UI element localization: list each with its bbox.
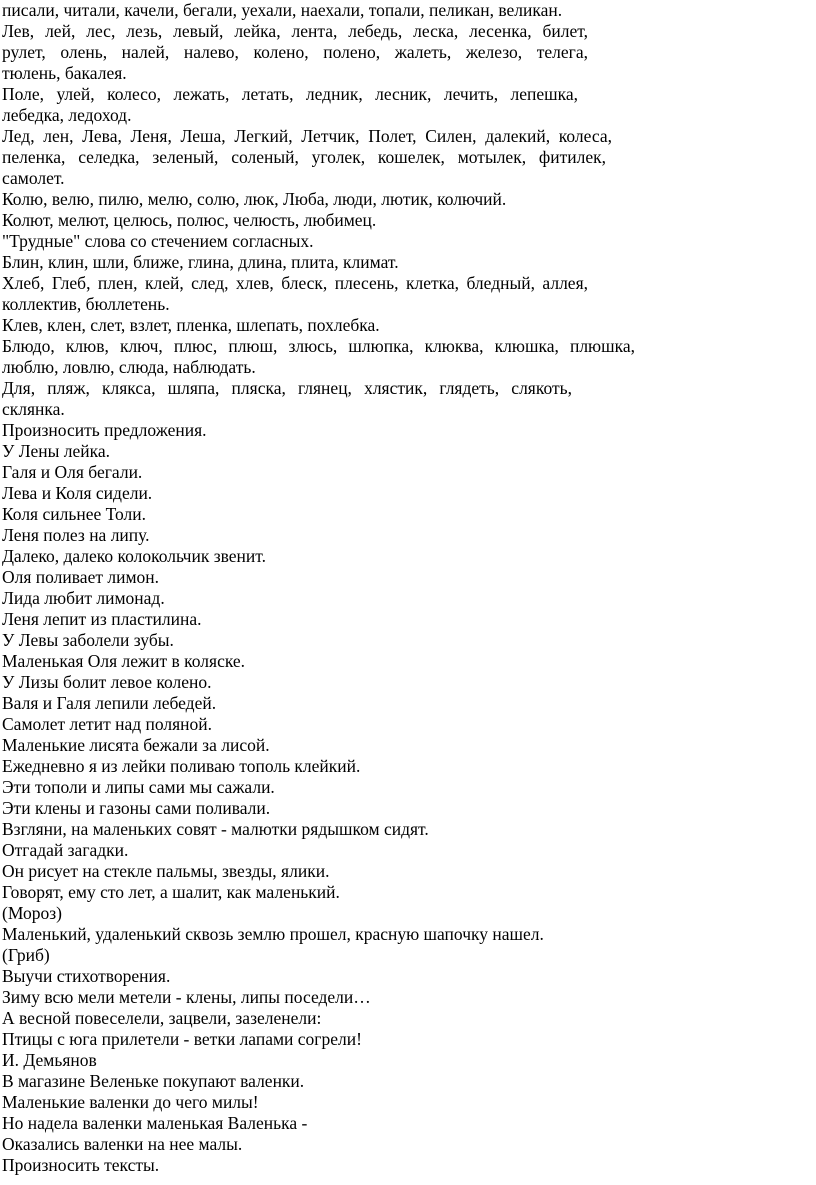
text-line: Маленькие валенки до чего милы! bbox=[2, 1092, 259, 1112]
text-line: Оказались валенки на нее малы. bbox=[2, 1134, 243, 1154]
text-line: Выучи стихотворения. bbox=[2, 966, 171, 986]
text-line: рулет, олень, налей, налево, колено, полено, жалеть, железо, телега, bbox=[2, 42, 588, 62]
text-line: У Лены лейка. bbox=[2, 441, 111, 461]
text-line: писали, читали, качели, бегали, уехали, наехали, топали, пеликан, великан. bbox=[2, 0, 563, 20]
text-line: Хлеб, Глеб, плен, клей, след, хлев, блеск, плесень, клетка, бледный, аллея, bbox=[2, 273, 588, 293]
text-line: Колют, мелют, целюсь, полюс, челюсть, любимец. bbox=[2, 210, 377, 230]
text-line: Отгадай загадки. bbox=[2, 840, 129, 860]
text-line: Но надела валенки маленькая Валенька - bbox=[2, 1113, 308, 1133]
text-line: Для, пляж, клякса, шляпа, пляска, глянец, хлястик, глядеть, слякоть, bbox=[2, 378, 572, 398]
text-line: Колю, велю, пилю, мелю, солю, люк, Люба, люди, лютик, колючий. bbox=[2, 189, 507, 209]
text-line: Птицы с юга прилетели - ветки лапами согрели! bbox=[2, 1029, 362, 1049]
text-line: Лед, лен, Лева, Леня, Леша, Легкий, Летчик, Полет, Силен, далекий, колеса, bbox=[2, 126, 612, 146]
text-line: тюлень, бакалея. bbox=[2, 63, 127, 83]
text-line: В магазине Веленьке покупают валенки. bbox=[2, 1071, 305, 1091]
text-line: Говорят, ему сто лет, а шалит, как маленький. bbox=[2, 882, 340, 902]
text-line: Самолет летит над поляной. bbox=[2, 714, 213, 734]
text-line: склянка. bbox=[2, 399, 65, 419]
text-line: Эти тополи и липы сами мы сажали. bbox=[2, 777, 275, 797]
text-line: Поле, улей, колесо, лежать, летать, ледник, лесник, лечить, лепешка, bbox=[2, 84, 578, 104]
text-line: Маленькие лисята бежали за лисой. bbox=[2, 735, 270, 755]
text-line: Лида любит лимонад. bbox=[2, 588, 165, 608]
text-line: Коля сильнее Толи. bbox=[2, 504, 146, 524]
text-line: Лев, лей, лес, лезь, левый, лейка, лента, лебедь, леска, лесенка, билет, bbox=[2, 21, 588, 41]
text-line: У Левы заболели зубы. bbox=[2, 630, 174, 650]
text-line: самолет. bbox=[2, 168, 65, 188]
text-line: Леня полез на липу. bbox=[2, 525, 150, 545]
text-line: Взгляни, на маленьких совят - малютки рядышком сидят. bbox=[2, 819, 429, 839]
text-line: Он рисует на стекле пальмы, звезды, ялики. bbox=[2, 861, 330, 881]
text-line: коллектив, бюллетень. bbox=[2, 294, 170, 314]
text-line: Ежедневно я из лейки поливаю тополь клейкий. bbox=[2, 756, 361, 776]
text-line: (Гриб) bbox=[2, 945, 50, 965]
text-line: Произносить предложения. bbox=[2, 420, 207, 440]
text-line: люблю, ловлю, слюда, наблюдать. bbox=[2, 357, 256, 377]
text-line: Блюдо, клюв, ключ, плюс, плюш, злюсь, шлюпка, клюква, клюшка, плюшка, bbox=[2, 336, 635, 356]
text-line: Оля поливает лимон. bbox=[2, 567, 160, 587]
text-line: Галя и Оля бегали. bbox=[2, 462, 143, 482]
text-line: Маленькая Оля лежит в коляске. bbox=[2, 651, 246, 671]
text-line: А весной повеселели, зацвели, зазеленели: bbox=[2, 1008, 322, 1028]
text-line: лебедка, ледоход. bbox=[2, 105, 132, 125]
text-line: Произносить тексты. bbox=[2, 1155, 160, 1175]
text-line: пеленка, селедка, зеленый, соленый, уголек, кошелек, мотылек, фитилек, bbox=[2, 147, 606, 167]
text-line: Маленький, удаленький сквозь землю прошел, красную шапочку нашел. bbox=[2, 924, 544, 944]
text-line: Валя и Галя лепили лебедей. bbox=[2, 693, 217, 713]
text-line: "Трудные" слова со стечением согласных. bbox=[2, 231, 314, 251]
text-line: Леня лепит из пластилина. bbox=[2, 609, 202, 629]
text-line: У Лизы болит левое колено. bbox=[2, 672, 212, 692]
text-line: Лева и Коля сидели. bbox=[2, 483, 153, 503]
text-line: Зиму всю мели метели - клены, липы поседели… bbox=[2, 987, 371, 1007]
text-line: Эти клены и газоны сами поливали. bbox=[2, 798, 271, 818]
text-line: (Мороз) bbox=[2, 903, 62, 923]
text-line: Клев, клен, слет, взлет, пленка, шлепать, похлебка. bbox=[2, 315, 380, 335]
text-line: И. Демьянов bbox=[2, 1050, 97, 1070]
text-line: Далеко, далеко колокольчик звенит. bbox=[2, 546, 266, 566]
text-line: Блин, клин, шли, ближе, глина, длина, плита, климат. bbox=[2, 252, 399, 272]
